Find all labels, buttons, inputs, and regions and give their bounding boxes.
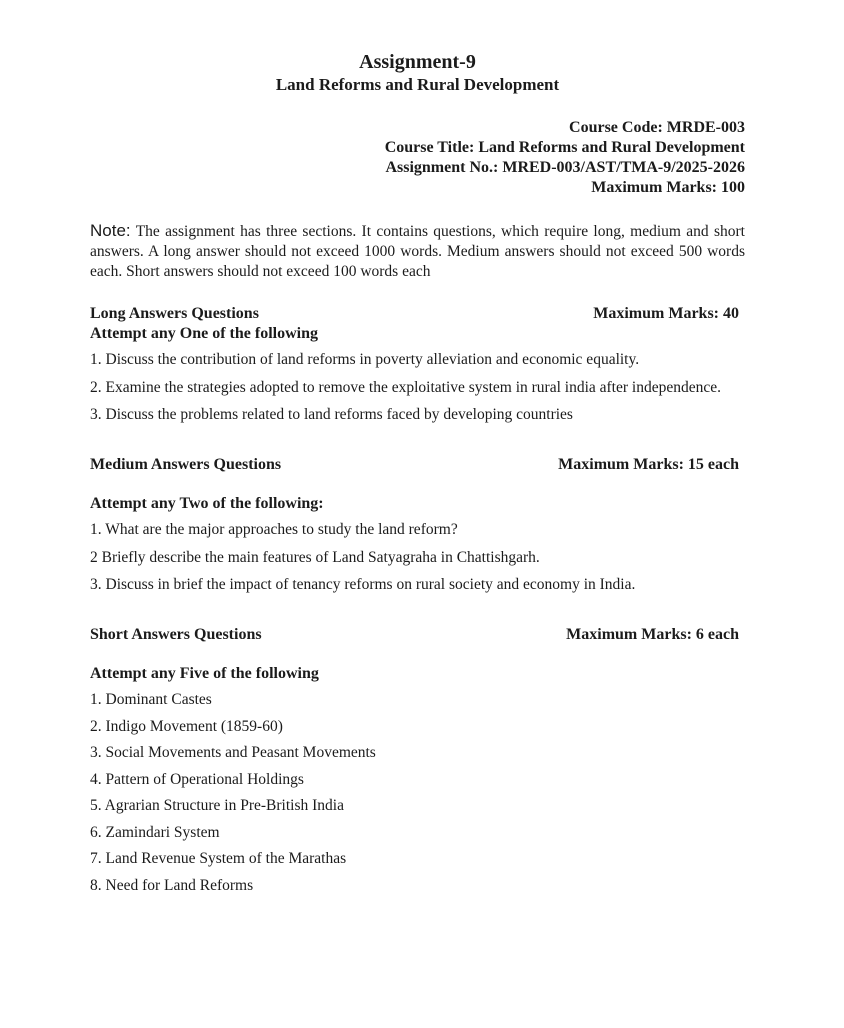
page-subtitle: Land Reforms and Rural Development bbox=[275, 75, 560, 94]
question-item: 2 Briefly describe the main features of Land Satyagraha in Chattishgarh. bbox=[90, 548, 540, 566]
section-long-answers bbox=[90, 304, 745, 424]
question-item: 3. Social Movements and Peasant Movements bbox=[90, 744, 376, 761]
title-block bbox=[90, 50, 745, 95]
attempt-instruction: Attempt any One of the following bbox=[90, 325, 318, 342]
section-marks: Maximum Marks: 40 bbox=[593, 305, 739, 322]
section-heading-row bbox=[90, 455, 745, 475]
note-label: Note: bbox=[90, 221, 131, 240]
section-medium-answers bbox=[90, 455, 745, 594]
question-list bbox=[90, 350, 745, 424]
course-code: Course Code: MRDE-003 bbox=[569, 119, 745, 136]
note-text: The assignment has three sections. It contains questions, which require long, medium and short answers. A long answer should not exceed 1000 words. Medium answers should not exceed 500 words each. Short answers should not exceed 100 words each bbox=[90, 223, 745, 280]
question-list bbox=[90, 690, 745, 895]
section-heading-row bbox=[90, 304, 745, 324]
section-heading: Medium Answers Questions bbox=[90, 456, 282, 473]
question-item: 8. Need for Land Reforms bbox=[90, 876, 254, 894]
section-short-answers bbox=[90, 625, 745, 895]
section-marks: Maximum Marks: 6 each bbox=[566, 626, 739, 643]
question-item: 2. Indigo Movement (1859-60) bbox=[90, 717, 283, 735]
question-item: 2. Examine the strategies adopted to remove the exploitative system in rural india after independence. bbox=[90, 378, 721, 396]
course-info-block bbox=[90, 118, 745, 198]
attempt-instruction: Attempt any Five of the following bbox=[90, 665, 319, 682]
question-item: 5. Agrarian Structure in Pre-British India bbox=[90, 797, 344, 814]
question-item: 1. What are the major approaches to study the land reform? bbox=[90, 521, 458, 538]
question-list bbox=[90, 520, 745, 594]
page-title: Assignment-9 bbox=[359, 51, 476, 73]
section-heading-row bbox=[90, 625, 745, 645]
question-item: 6. Zamindari System bbox=[90, 823, 220, 841]
question-item: 7. Land Revenue System of the Marathas bbox=[90, 850, 347, 867]
assignment-number: Assignment No.: MRED-003/AST/TMA-9/2025-2026 bbox=[385, 159, 745, 176]
question-item: 3. Discuss the problems related to land reforms faced by developing countries bbox=[90, 406, 573, 423]
attempt-instruction: Attempt any Two of the following: bbox=[90, 495, 324, 512]
question-item: 3. Discuss in brief the impact of tenancy reforms on rural society and economy in India. bbox=[90, 576, 636, 593]
question-item: 1. Dominant Castes bbox=[90, 691, 212, 708]
section-heading: Short Answers Questions bbox=[90, 626, 262, 643]
course-title: Course Title: Land Reforms and Rural Development bbox=[384, 139, 745, 156]
question-item: 4. Pattern of Operational Holdings bbox=[90, 770, 304, 788]
question-item: 1. Discuss the contribution of land reforms in poverty alleviation and economic equality. bbox=[90, 351, 640, 368]
section-heading: Long Answers Questions bbox=[90, 305, 259, 322]
maximum-marks-total: Maximum Marks: 100 bbox=[591, 179, 745, 196]
section-marks: Maximum Marks: 15 each bbox=[558, 456, 739, 473]
note-paragraph bbox=[90, 221, 745, 282]
